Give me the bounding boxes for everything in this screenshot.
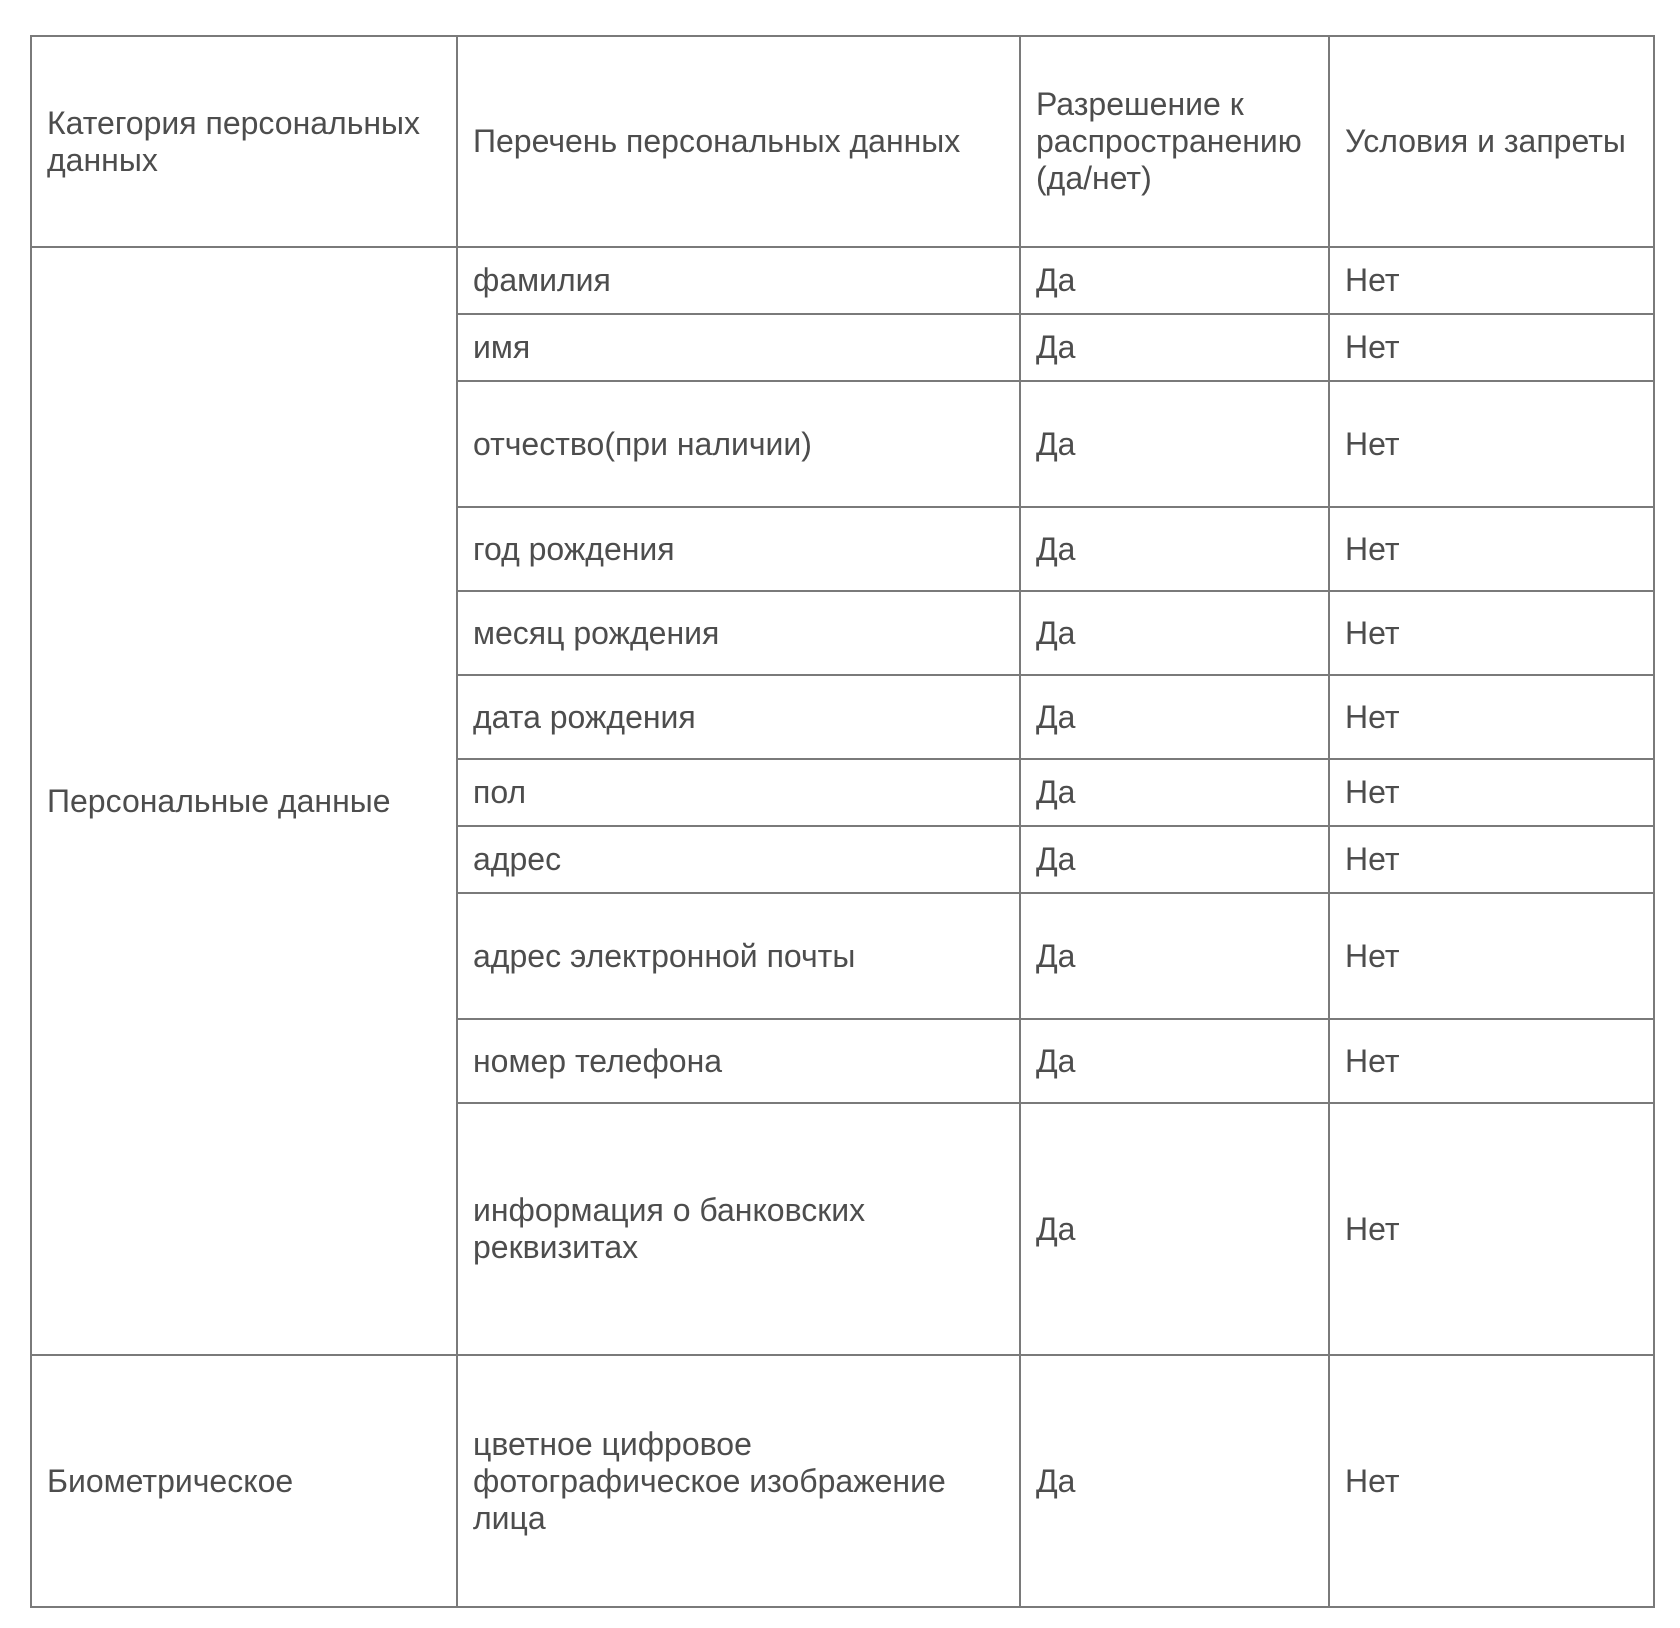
permission-cell: Да: [1020, 1103, 1329, 1355]
header-list: Перечень персональных данных: [457, 36, 1020, 247]
header-row: [31, 36, 1654, 247]
permission-cell: Да: [1020, 381, 1329, 507]
conditions-cell: Нет: [1329, 1019, 1654, 1103]
conditions-cell: Нет: [1329, 826, 1654, 893]
category-cell-biometric: Биометрическое: [31, 1355, 457, 1607]
item-cell: имя: [457, 314, 1020, 381]
conditions-cell: Нет: [1329, 247, 1654, 314]
permission-cell: Да: [1020, 1019, 1329, 1103]
item-cell: номер телефона: [457, 1019, 1020, 1103]
permission-cell: Да: [1020, 826, 1329, 893]
permission-cell: Да: [1020, 675, 1329, 759]
category-cell-personal: Персональные данные: [31, 247, 457, 1355]
item-cell: информация о банковских реквизитах: [457, 1103, 1020, 1355]
header-permission: Разрешение к распространению (да/нет): [1020, 36, 1329, 247]
conditions-cell: Нет: [1329, 759, 1654, 826]
conditions-cell: Нет: [1329, 591, 1654, 675]
item-cell: дата рождения: [457, 675, 1020, 759]
item-cell: год рождения: [457, 507, 1020, 591]
header-category: Категория персональных данных: [31, 36, 457, 247]
conditions-cell: Нет: [1329, 1355, 1654, 1607]
conditions-cell: Нет: [1329, 507, 1654, 591]
item-cell: цветное цифровое фотографическое изображение лица: [457, 1355, 1020, 1607]
permission-cell: Да: [1020, 507, 1329, 591]
item-cell: месяц рождения: [457, 591, 1020, 675]
permission-cell: Да: [1020, 1355, 1329, 1607]
permission-cell: Да: [1020, 247, 1329, 314]
item-cell: отчество(при наличии): [457, 381, 1020, 507]
conditions-cell: Нет: [1329, 381, 1654, 507]
table-row: [31, 247, 1654, 314]
permission-cell: Да: [1020, 893, 1329, 1019]
permission-cell: Да: [1020, 591, 1329, 675]
personal-data-table: [30, 35, 1655, 1608]
conditions-cell: Нет: [1329, 314, 1654, 381]
item-cell: фамилия: [457, 247, 1020, 314]
conditions-cell: Нет: [1329, 675, 1654, 759]
table-row: [31, 1355, 1654, 1607]
header-conditions: Условия и запреты: [1329, 36, 1654, 247]
permission-cell: Да: [1020, 759, 1329, 826]
permission-cell: Да: [1020, 314, 1329, 381]
item-cell: адрес: [457, 826, 1020, 893]
item-cell: адрес электронной почты: [457, 893, 1020, 1019]
conditions-cell: Нет: [1329, 893, 1654, 1019]
item-cell: пол: [457, 759, 1020, 826]
conditions-cell: Нет: [1329, 1103, 1654, 1355]
